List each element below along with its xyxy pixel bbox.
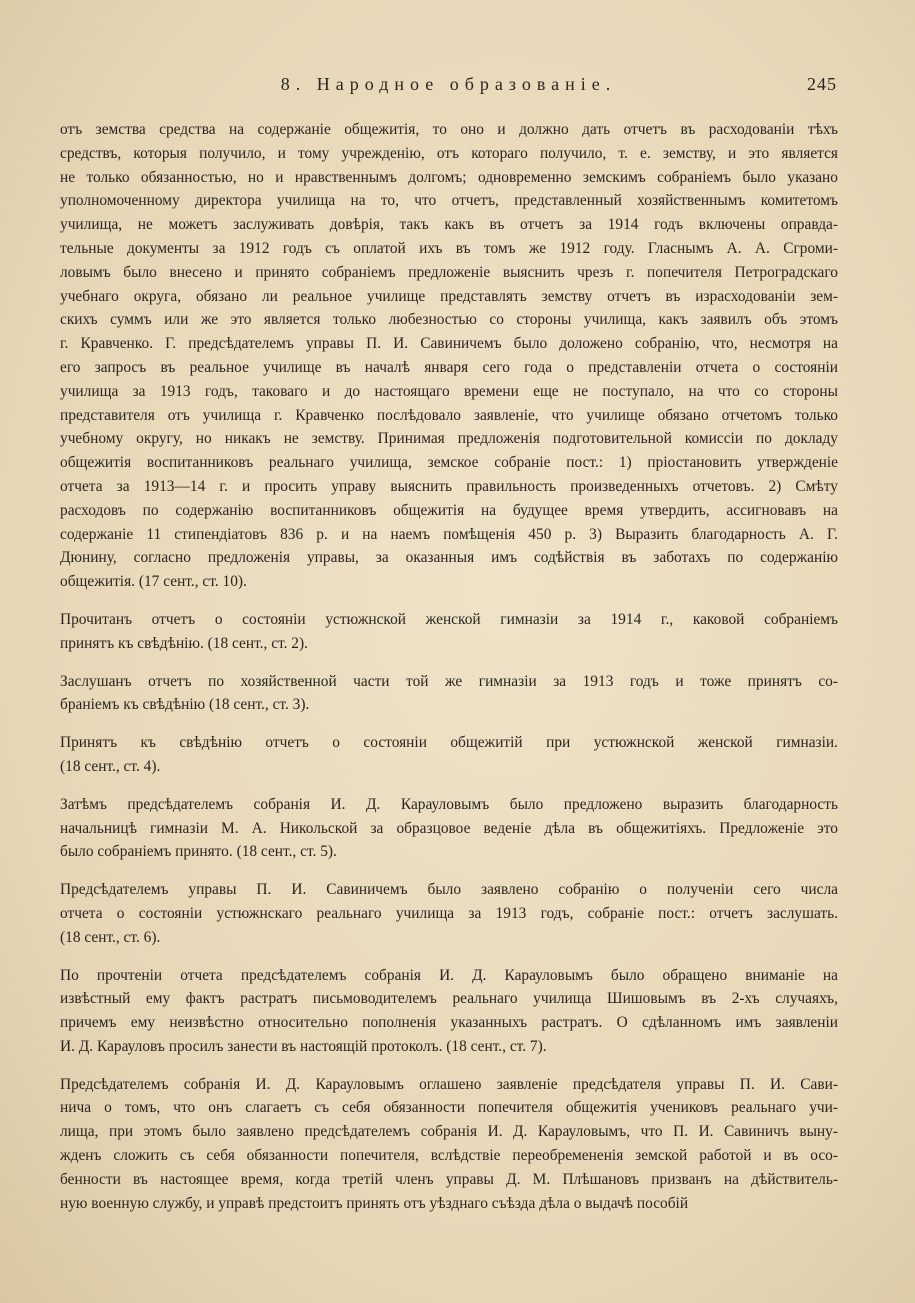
text-line: отчета о состояніи устюжнскаго реальнаго училища за 1913 годъ, собраніе пост.: отчетъ заслушать.: [60, 904, 838, 922]
text-line: средствъ, которыя получило, и тому учрежденію, отъ котораго получило, т. е. земству, и это является: [60, 144, 838, 162]
text-line: Предсѣдателемъ управы П. И. Савиничемъ было заявлено собранію о полученіи сего числа: [60, 881, 838, 899]
text-line: (18 сент., ст. 4).: [60, 757, 161, 775]
paragraph: [60, 878, 838, 949]
text-line: училища за 1913 годъ, таковаго и до настоящаго времени еще не поступало, на что со стороны: [60, 382, 838, 400]
text-line: его запросъ въ реальное училище въ началѣ января сего года о представленіи отчета о состояніи: [60, 358, 838, 376]
text-line: училища, не можетъ заслуживать довѣрія, такъ какъ въ отчетъ за 1914 годъ включены оправда-: [60, 216, 838, 234]
text-line: И. Д. Карауловъ просилъ занести въ настоящій протоколъ. (18 сент., ст. 7).: [60, 1037, 547, 1055]
text-line: принятъ къ свѣдѣнію. (18 сент., ст. 2).: [60, 634, 308, 652]
page-number: 245: [807, 74, 837, 94]
text-line: Принятъ къ свѣдѣнію отчетъ о состояніи общежитій при устюжнской женской гимназіи.: [60, 734, 838, 752]
text-line: (18 сент., ст. 6).: [60, 928, 161, 946]
text-line: г. Кравченко. Г. предсѣдателемъ управы П. И. Савиничемъ было доложено собранію, что, несмотря на: [60, 335, 838, 353]
text-line: жденъ сложить съ себя обязанности попечителя, вслѣдствіе переобремененія земской работой и въ осо-: [60, 1147, 838, 1165]
paragraph: [60, 608, 838, 656]
text-line: причемъ ему неизвѣстно относительно пополненія указанныхъ растратъ. О сдѣланномъ имъ заявленіи: [60, 1014, 838, 1032]
text-line: ную военную службу, и управѣ предстоитъ принять отъ уѣзднаго съѣзда дѣла о выдачѣ пособій: [60, 1194, 689, 1212]
paragraph: [60, 670, 838, 718]
text-line: отчета за 1913—14 г. и просить управу выяснить правильность произведенныхъ отчетовъ. 2) Смѣту: [60, 477, 838, 495]
text-line: расходовъ по содержанію воспитанниковъ общежитія на будущее время утвердить, ассигновавъ на: [60, 501, 838, 519]
text-line: уполномоченному директора училища на то, что отчетъ, представленный хозяйственнымъ комитетомъ: [60, 192, 838, 210]
text-line: отъ земства средства на содержаніе общежитія, то оно и должно дать отчетъ въ расходованіи тѣхъ: [60, 121, 838, 138]
text-line: извѣстный ему фактъ растратъ письмоводителемъ реальнаго училища Шишовымъ въ 2-хъ случаяхъ,: [60, 990, 838, 1008]
text-line: ловымъ было внесено и принято собраніемъ предложеніе выяснить чрезъ г. попечителя Петроградскаго: [60, 263, 838, 281]
paragraph: [60, 731, 838, 779]
text-line: было собраніемъ принято. (18 сент., ст. 5).: [60, 843, 337, 861]
text-line: Предсѣдателемъ собранія И. Д. Карауловымъ оглашено заявленіе предсѣдателя управы П. И. Сави-: [60, 1075, 838, 1093]
text-line: общежитія воспитанниковъ реальнаго училища, земское собраніе пост.: 1) пріостановить утвержденіе: [60, 454, 838, 472]
page-body: [60, 118, 838, 1229]
paragraph: [60, 964, 838, 1059]
text-line: Прочитанъ отчетъ о состояніи устюжнской женской гимназіи за 1914 г., каковой собраніемъ: [60, 610, 838, 628]
paragraph: [60, 793, 838, 864]
text-line: общежитія. (17 сент., ст. 10).: [60, 573, 247, 591]
text-line: По прочтеніи отчета предсѣдателемъ собранія И. Д. Карауловымъ было обращено вниманіе на: [60, 966, 838, 984]
text-line: Затѣмъ предсѣдателемъ собранія И. Д. Карауловымъ было предложено выразить благодарность: [60, 795, 838, 813]
text-line: скихъ суммъ или же это является только любезностью со стороны училища, какъ заявилъ объ этомъ: [60, 311, 838, 329]
text-line: нича о томъ, что онъ слагаетъ съ себя обязанности попечителя общежитія учениковъ реальнаго учи-: [60, 1099, 838, 1117]
text-line: содержаніе 11 стипендіатовъ 836 р. и на наемъ помѣщенія 450 р. 3) Выразить благодарность А. Г.: [60, 525, 838, 543]
text-line: начальницѣ гимназіи М. А. Никольской за образцовое веденіе дѣла въ общежитіяхъ. Предложеніе это: [60, 819, 838, 837]
text-line: учебнаго округа, обязано ли реальное училище представлять земству отчетъ въ израсходованіи зем-: [60, 287, 838, 305]
paragraph: [60, 118, 838, 594]
section-title: 8. Народное образованіе.: [280, 74, 617, 94]
page-header: [60, 74, 837, 98]
text-line: Дюнину, согласно предложенія управы, за оказанныя имъ содѣйствія въ заботахъ по содержанію: [60, 549, 838, 567]
text-line: лища, при этомъ было заявлено предсѣдателемъ собранія И. Д. Карауловымъ, что П. И. Савиничъ выну-: [60, 1123, 838, 1141]
text-line: учебному округу, но никакъ не земству. Принимая предложенія подготовительной комиссіи по докладу: [60, 430, 838, 448]
text-line: Заслушанъ отчетъ по хозяйственной части той же гимназіи за 1913 годъ и тоже принятъ со-: [60, 672, 838, 690]
text-line: тельные документы за 1912 годъ съ оплатой ихъ въ томъ же 1912 году. Гласнымъ А. А. Сгроми-: [60, 239, 838, 257]
text-line: представителя отъ училища г. Кравченко послѣдовало заявленіе, что училище обязано отчетомъ только: [60, 406, 838, 424]
text-line: не только обязанностью, но и нравственнымъ долгомъ; одновременно земскимъ собраніемъ было указано: [60, 168, 838, 186]
text-line: бенности въ настоящее время, когда третій членъ управы Д. М. Плѣшановъ призванъ на дѣйствитель-: [60, 1170, 838, 1188]
text-line: браніемъ къ свѣдѣнію (18 сент., ст. 3).: [60, 696, 310, 714]
paragraph: [60, 1073, 838, 1216]
